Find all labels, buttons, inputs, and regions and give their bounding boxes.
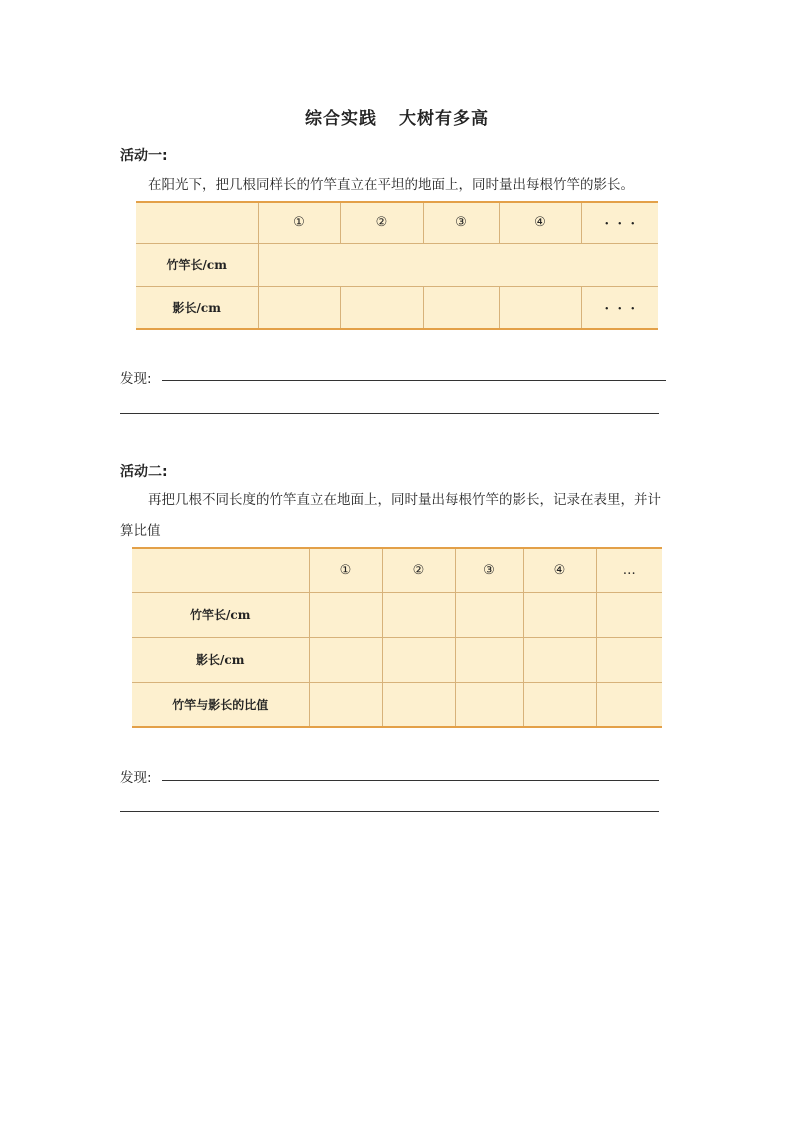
table-row [132, 637, 662, 682]
row-label: 竹竿长/cm [132, 592, 309, 637]
entry-cell[interactable] [382, 682, 455, 727]
table-row [136, 286, 658, 329]
entry-cell[interactable] [523, 682, 596, 727]
entry-cell[interactable] [340, 286, 423, 329]
entry-cell[interactable] [596, 592, 662, 637]
column-header: ① [258, 202, 340, 243]
title-part1: 综合实践 [305, 109, 377, 129]
activity1-answer-line-1[interactable] [162, 380, 666, 381]
entry-cell[interactable] [596, 682, 662, 727]
entry-cell[interactable] [382, 637, 455, 682]
column-header: ③ [423, 202, 499, 243]
entry-cell[interactable] [423, 286, 499, 329]
row-label: 影长/cm [132, 637, 309, 682]
activity2-table [132, 547, 662, 728]
entry-cell[interactable] [596, 637, 662, 682]
entry-cell[interactable] [455, 637, 523, 682]
table-row [132, 682, 662, 727]
activity1-table [136, 201, 658, 330]
row-label: 竹竿长/cm [136, 243, 258, 286]
activity2-answer-line-1[interactable] [162, 780, 659, 781]
table-header-row [132, 548, 662, 592]
activity2-finding-label: 发现: [120, 770, 152, 786]
activity1-answer-line-2[interactable] [120, 413, 659, 414]
table-corner-cell [132, 548, 309, 592]
column-header: ② [340, 202, 423, 243]
entry-cell[interactable] [258, 286, 340, 329]
row-label: 影长/cm [136, 286, 258, 329]
table-row [136, 243, 658, 286]
entry-cell[interactable] [523, 592, 596, 637]
column-header: ③ [455, 548, 523, 592]
title-part2: 大树有多高 [399, 109, 489, 129]
table-corner-cell [136, 202, 258, 243]
column-header: ① [309, 548, 382, 592]
activity2-answer-line-2[interactable] [120, 811, 659, 812]
entry-cell[interactable] [523, 637, 596, 682]
entry-cell[interactable] [309, 682, 382, 727]
activity1-finding-label: 发现: [120, 371, 152, 387]
entry-cell[interactable] [455, 592, 523, 637]
merged-entry-cell[interactable] [258, 243, 658, 286]
table-row [132, 592, 662, 637]
entry-cell[interactable] [499, 286, 581, 329]
column-header: … [596, 548, 662, 592]
activity2-instruction-line1: 再把几根不同长度的竹竿直立在地面上，同时量出每根竹竿的影长，记录在表里，并计 [148, 492, 661, 508]
entry-cell[interactable] [382, 592, 455, 637]
activity2-heading: 活动二: [120, 464, 168, 480]
column-header: ④ [499, 202, 581, 243]
column-header: ・・・ [581, 202, 658, 243]
activity2-instruction-line2: 算比值 [120, 523, 161, 539]
column-header: ② [382, 548, 455, 592]
ellipsis-cell: ・・・ [581, 286, 658, 329]
row-label: 竹竿与影长的比值 [132, 682, 309, 727]
entry-cell[interactable] [455, 682, 523, 727]
entry-cell[interactable] [309, 637, 382, 682]
activity1-instruction: 在阳光下，把几根同样长的竹竿直立在平坦的地面上，同时量出每根竹竿的影长。 [148, 177, 634, 193]
entry-cell[interactable] [309, 592, 382, 637]
column-header: ④ [523, 548, 596, 592]
page-title [0, 104, 794, 129]
table-header-row [136, 202, 658, 243]
activity1-heading: 活动一: [120, 148, 168, 164]
